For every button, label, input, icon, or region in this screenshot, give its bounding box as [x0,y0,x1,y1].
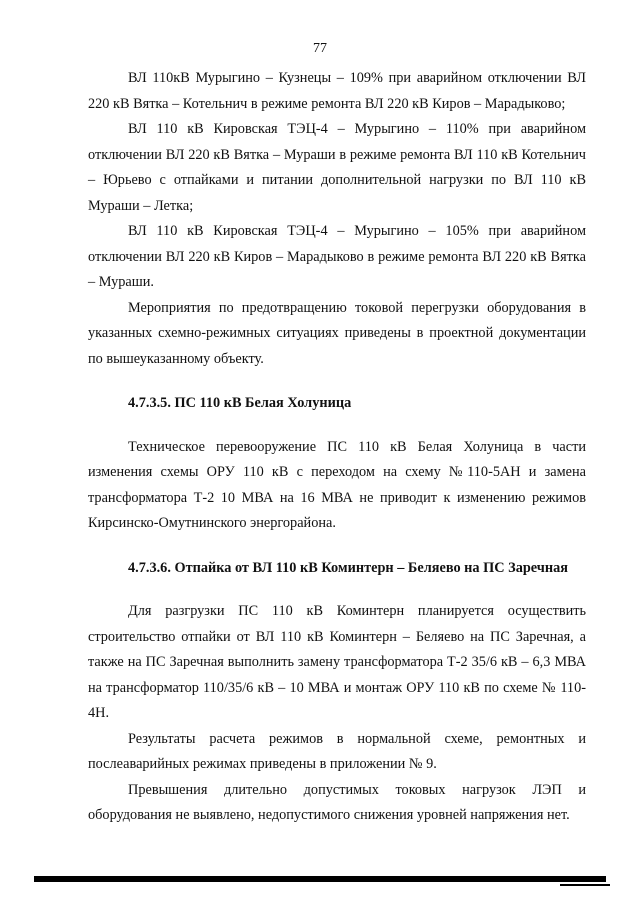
paragraph-belaya-kholunitsa: Техническое перевооружение ПС 110 кВ Белая Холуница в части изменения схемы ОРУ 110 кВ с переходом на схему №110-5АН и замена трансформатора Т-2 10 МВА на 16 МВА не приводит к изменению режимов Кирсинско-Омутнинского энергорайона. [88,438,586,531]
paragraph-zarechnaya-construction: Для разгрузки ПС 110 кВ Коминтерн планируется осуществить строительство отпайки от ВЛ 110 кВ Коминтерн – Беляево на ПС Заречная, а также на ПС Заречная выполнить замену трансформатора Т-2 35/6 кВ – 6,3 МВА на трансформатор 110/35/6 кВ – 10 МВА и монтаж ОРУ 110 кВ по схеме № 110-4Н. [88,603,586,721]
document-body [88,66,586,829]
paragraph-overload-murygino-110: ВЛ 110 кВ Кировская ТЭЦ-4 – Мурыгино – 110% при аварийном отключении ВЛ 220 кВ Вятка – Мураши в режиме ремонта ВЛ 110 кВ Котельнич – Юрьево с отпайками и питании дополнительной нагрузки по ВЛ 110 кВ Мураши – Летка; [88,121,586,214]
section-heading-belaya-kholunitsa: 4.7.3.5. ПС 110 кВ Белая Холуница [128,395,352,411]
section-heading-zarechnaya: 4.7.3.6. Отпайка от ВЛ 110 кВ Коминтерн – Беляево на ПС Заречная [128,559,568,576]
paragraph-measures: Мероприятия по предотвращению токовой перегрузки оборудования в указанных схемно-режимных ситуациях приведены в проектной документации по вышеуказанному объекту. [88,299,586,367]
page-bottom-rule [34,876,606,882]
paragraph-overload-kuznetsy: ВЛ 110кВ Мурыгино – Кузнецы – 109% при аварийном отключении ВЛ 220 кВ Вятка – Котельнич в режиме ремонта ВЛ 220 кВ Киров – Марадыково; [88,70,586,112]
page-bottom-rule-thin [560,884,610,886]
page-number: 77 [313,41,327,56]
paragraph-no-overloads: Превышения длительно допустимых токовых нагрузок ЛЭП и оборудования не выявлено, недопустимого снижения уровней напряжения нет. [88,781,586,823]
paragraph-calculation-results: Результаты расчета режимов в нормальной схеме, ремонтных и послеаварийных режимах приведены в приложении № 9. [88,730,586,772]
paragraph-overload-murygino-105: ВЛ 110 кВ Кировская ТЭЦ-4 – Мурыгино – 105% при аварийном отключении ВЛ 220 кВ Киров – Марадыково в режиме ремонта ВЛ 220 кВ Вятка – Мураши. [88,223,586,290]
